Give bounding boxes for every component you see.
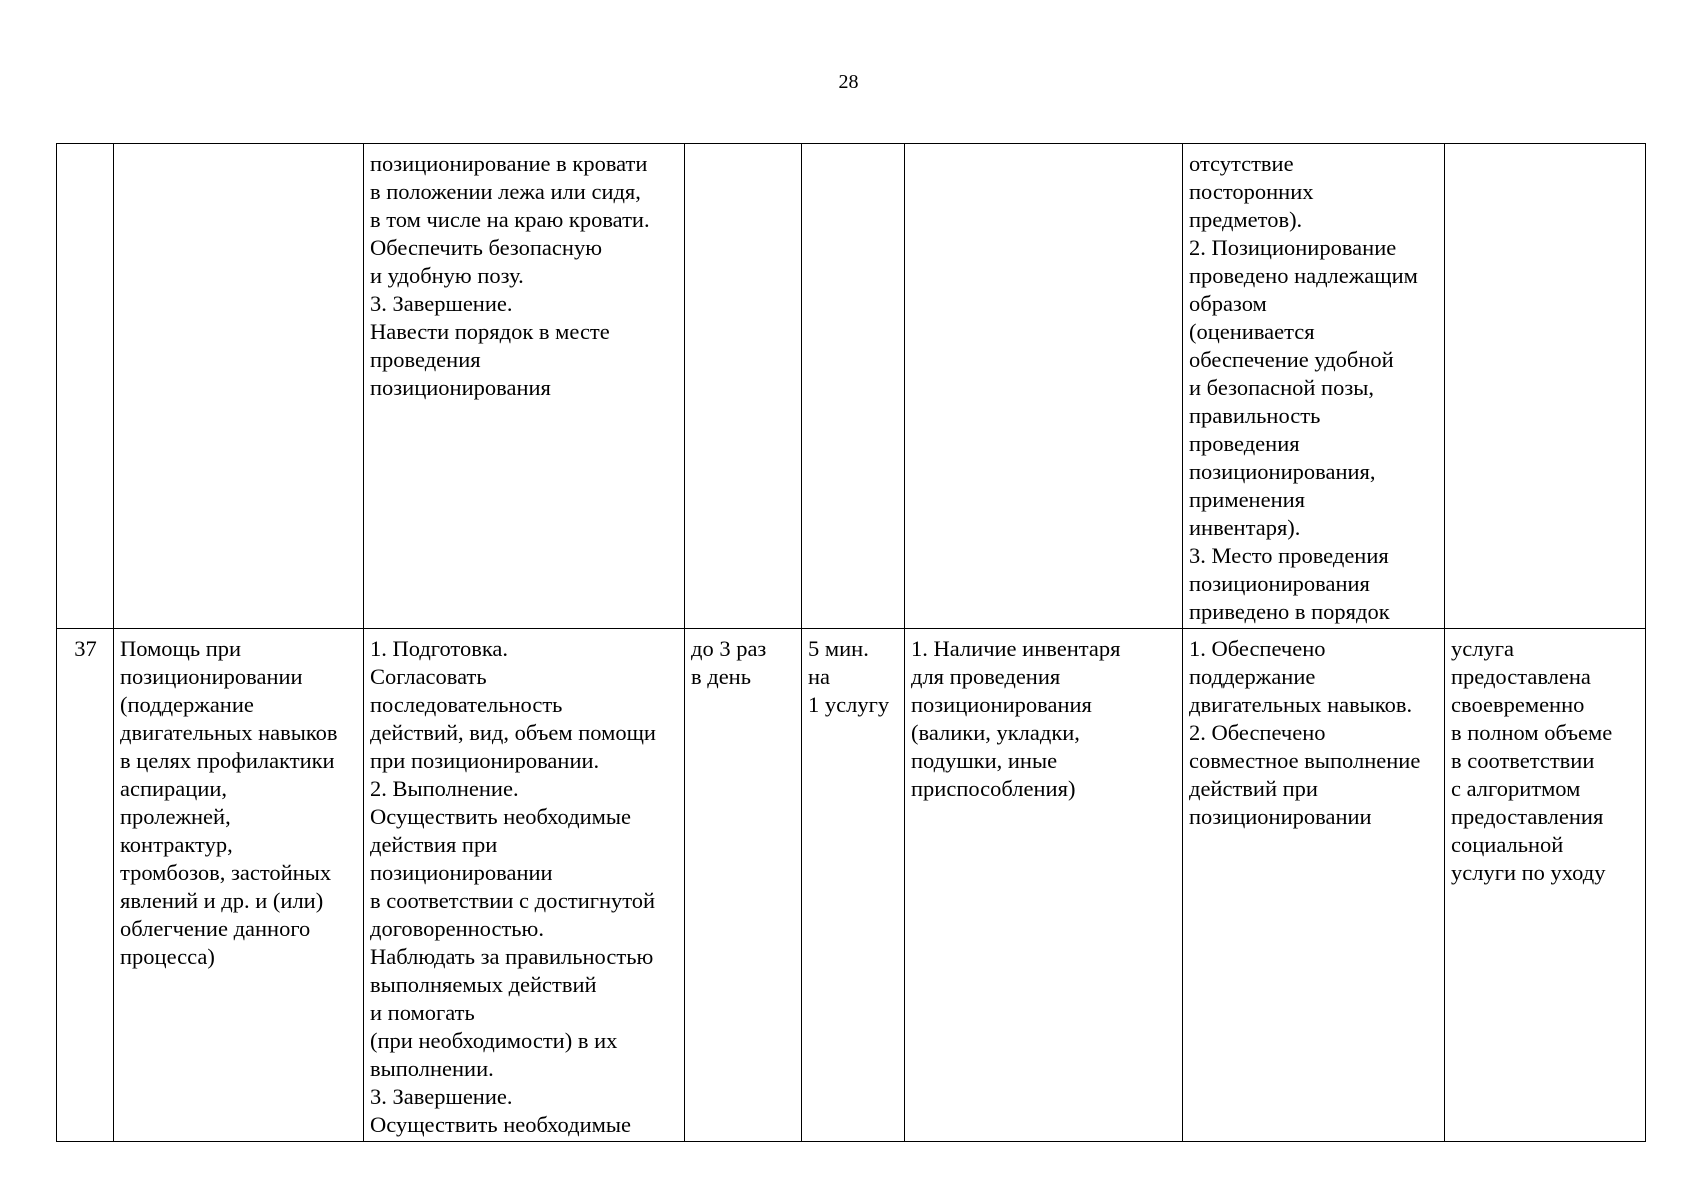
algorithm-cell: позиционирование в кровати в положении лежа или сидя, в том числе на краю кровати. Обеспечить безопасную и удобную позу. 3. Завершение. Навести порядок в месте проведения позиционирования [364,144,685,629]
results-cell: отсутствие посторонних предметов). 2. Позиционирование проведено надлежащим образом (оценивается обеспечение удобной и безопасной позы, правильность проведения позиционирования, применения инвентаря). 3. Место проведения позиционирования приведено в порядок [1183,144,1445,629]
quality-cell [1445,144,1646,629]
table-row-continued [57,144,1646,629]
service-name-cell [114,144,364,629]
service-name-cell: Помощь при позиционировании (поддержание двигательных навыков в целях профилактики аспирации, пролежней, контрактур, тромбозов, застойных явлений и др. и (или) облегчение данного процесса) [114,629,364,1142]
conditions-cell: 1. Наличие инвентаря для проведения позиционирования (валики, укладки, подушки, иные приспособления) [905,629,1183,1142]
services-table [56,143,1646,1142]
page-number: 28 [838,71,859,93]
quality-cell: услуга предоставлена своевременно в полном объеме в соответствии с алгоритмом предоставления социальной услуги по уходу [1445,629,1646,1142]
results-cell: 1. Обеспечено поддержание двигательных навыков. 2. Обеспечено совместное выполнение действий при позиционировании [1183,629,1445,1142]
frequency-cell [685,144,802,629]
duration-cell [802,144,905,629]
frequency-cell: до 3 раз в день [685,629,802,1142]
table-row-37 [57,629,1646,1142]
conditions-cell [905,144,1183,629]
row-number-cell [57,144,114,629]
algorithm-cell: 1. Подготовка. Согласовать последовательность действий, вид, объем помощи при позиционировании. 2. Выполнение. Осуществить необходимые действия при позиционировании в соответствии с достигнутой договоренностью. Наблюдать за правильностью выполняемых действий и помогать (при необходимости) в их выполнении. 3. Завершение. Осуществить необходимые [364,629,685,1142]
duration-cell: 5 мин. на 1 услугу [802,629,905,1142]
row-number-cell: 37 [57,629,114,1142]
